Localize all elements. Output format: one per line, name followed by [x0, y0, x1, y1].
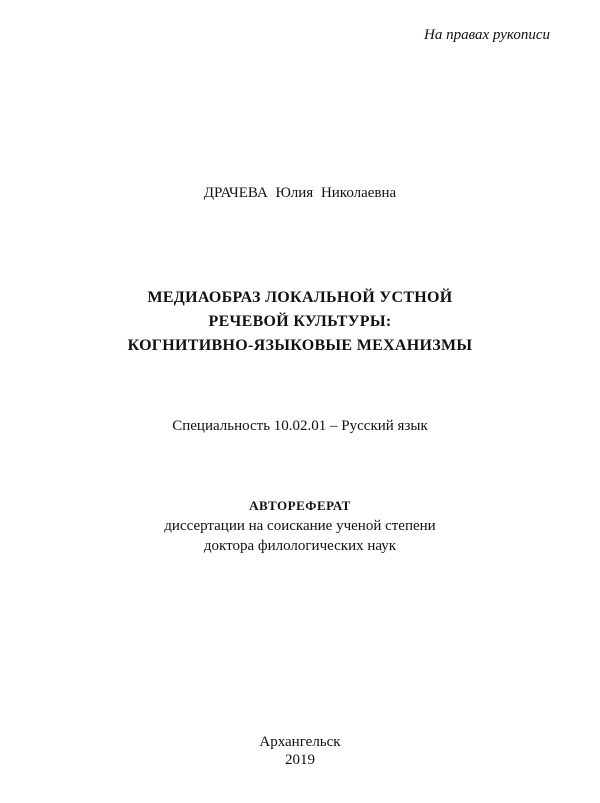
title-line-1: МЕДИАОБРАЗ ЛОКАЛЬНОЙ УСТНОЙ [147, 289, 453, 306]
city: Архангельск [259, 734, 341, 750]
title-line-2: РЕЧЕВОЙ КУЛЬТУРЫ: [208, 313, 392, 330]
author-name: ДРАЧЕВА Юлия Николаевна [203, 185, 397, 201]
abstract-description-line-2: доктора филологических наук [203, 538, 397, 554]
abstract-description-line-1: диссертации на соискание ученой степени [164, 518, 436, 534]
year: 2019 [285, 752, 315, 768]
title-line-3: КОГНИТИВНО-ЯЗЫКОВЫЕ МЕХАНИЗМЫ [127, 337, 473, 354]
abstract-label: АВТОРЕФЕРАТ [249, 498, 351, 513]
rights-note: На правах рукописи [424, 27, 550, 43]
specialty-line: Специальность 10.02.01 – Русский язык [172, 418, 428, 434]
